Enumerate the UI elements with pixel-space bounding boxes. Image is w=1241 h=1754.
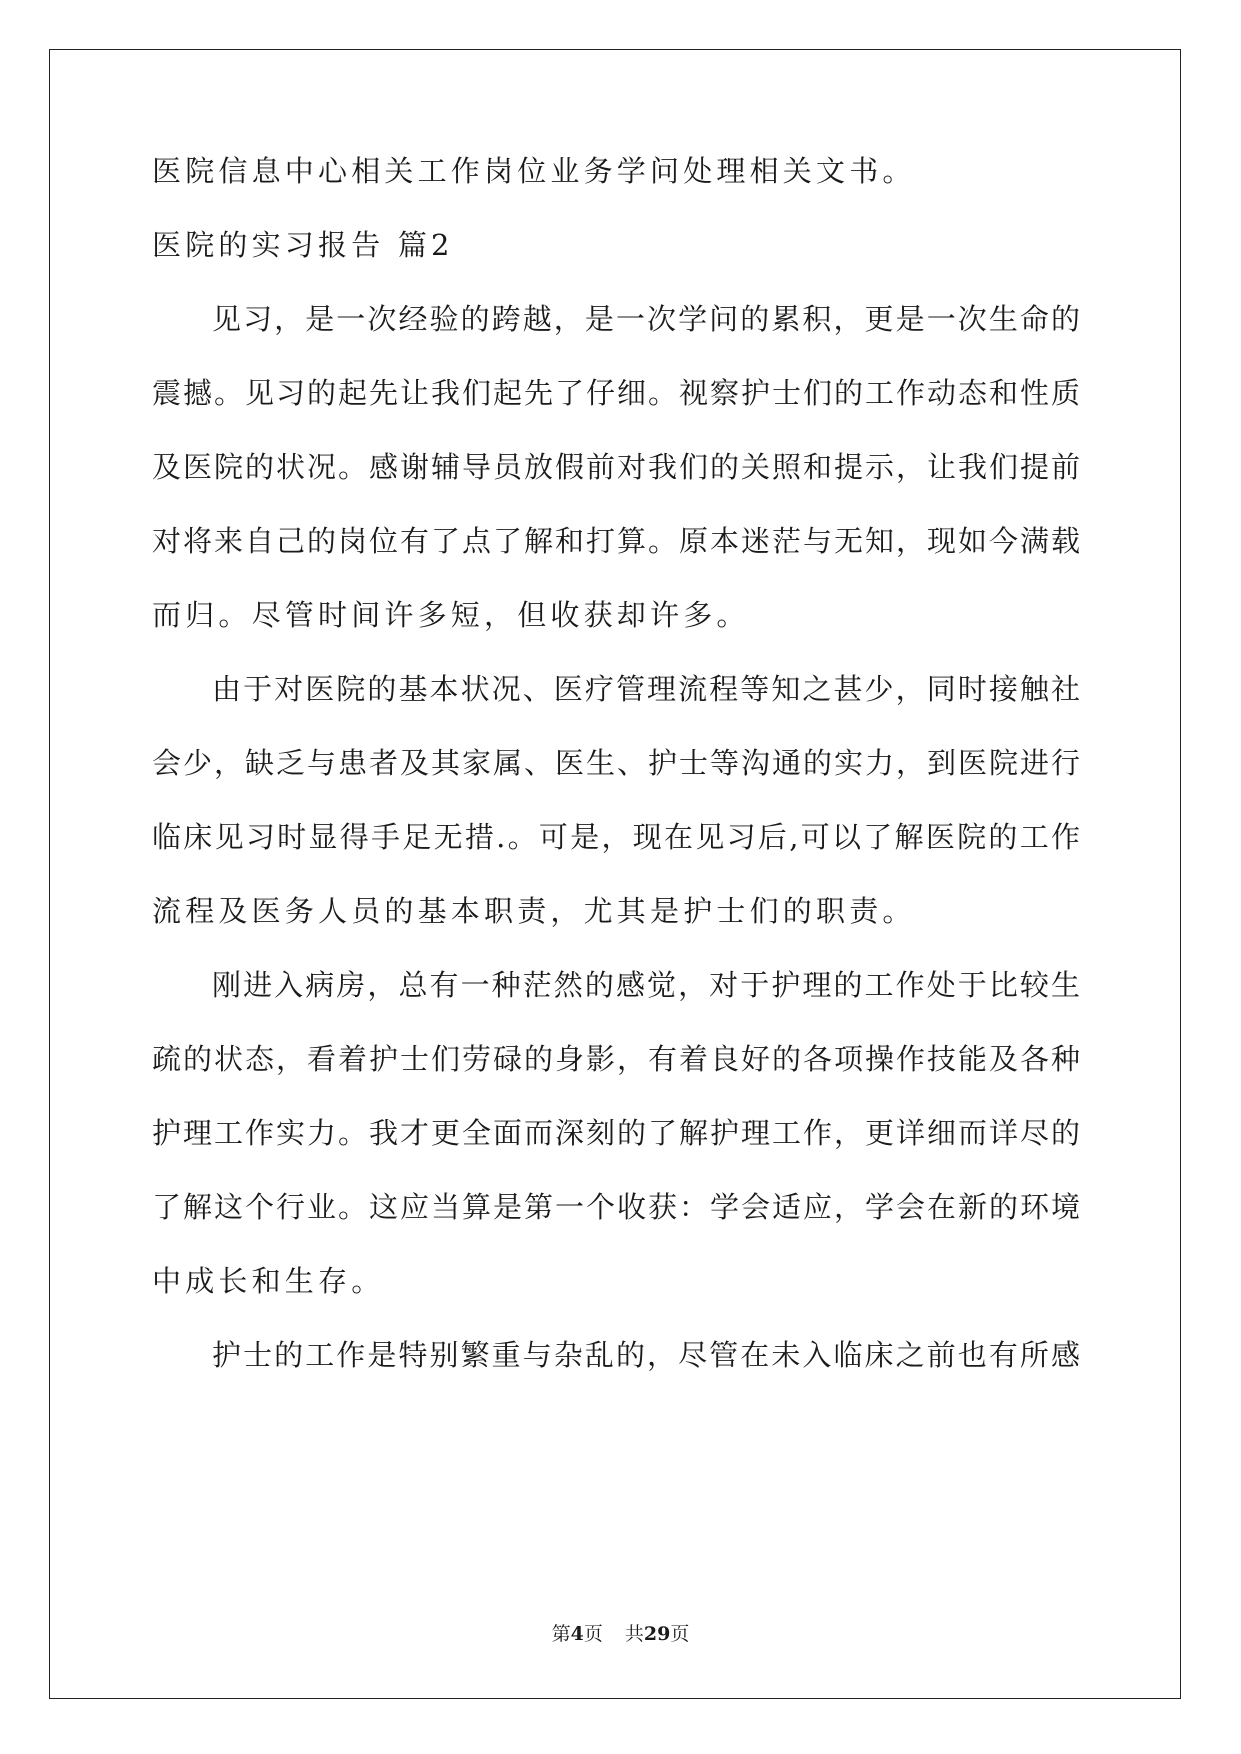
text-line: 对将来自己的岗位有了点了解和打算。原本迷茫与无知，现如今满载 xyxy=(152,524,1080,558)
footer-total-prefix: 共 xyxy=(624,1623,644,1645)
text-line: 震撼。见习的起先让我们起先了仔细。视察护士们的工作动态和性质 xyxy=(152,376,1080,410)
current-page-number: 4 xyxy=(570,1623,584,1645)
footer-total-suffix: 页 xyxy=(670,1623,690,1645)
text-line: 而归。尽管时间许多短，但收获却许多。 xyxy=(152,598,750,632)
text-line: 及医院的状况。感谢辅导员放假前对我们的关照和提示，让我们提前 xyxy=(152,450,1080,484)
text-line: 由于对医院的基本状况、医疗管理流程等知之甚少，同时接触社 xyxy=(212,672,1080,706)
text-line: 中成长和生存。 xyxy=(152,1264,385,1298)
text-line: 会少，缺乏与患者及其家属、医生、护士等沟通的实力，到医院进行 xyxy=(152,746,1080,780)
section-heading: 医院的实习报告 篇2 xyxy=(152,228,454,262)
text-line: 医院信息中心相关工作岗位业务学问处理相关文书。 xyxy=(152,154,916,188)
page-footer xyxy=(0,1625,1241,1644)
footer-page-suffix: 页 xyxy=(583,1623,603,1645)
text-line: 护士的工作是特别繁重与杂乱的，尽管在未入临床之前也有所感 xyxy=(212,1338,1080,1372)
total-page-count: 29 xyxy=(643,1623,671,1645)
text-line: 临床见习时显得手足无措.。可是，现在见习后,可以了解医院的工作 xyxy=(152,820,1080,854)
footer-prefix: 第 xyxy=(551,1623,571,1645)
text-line: 护理工作实力。我才更全面而深刻的了解护理工作，更详细而详尽的 xyxy=(152,1116,1080,1150)
text-line: 见习，是一次经验的跨越，是一次学问的累积，更是一次生命的 xyxy=(212,302,1080,336)
page-border xyxy=(49,49,1181,1699)
text-line: 流程及医务人员的基本职责，尤其是护士们的职责。 xyxy=(152,894,916,928)
text-line: 刚进入病房，总有一种茫然的感觉，对于护理的工作处于比较生 xyxy=(212,968,1080,1002)
text-line: 了解这个行业。这应当算是第一个收获：学会适应，学会在新的环境 xyxy=(152,1190,1080,1224)
text-line: 疏的状态，看着护士们劳碌的身影，有着良好的各项操作技能及各种 xyxy=(152,1042,1080,1076)
